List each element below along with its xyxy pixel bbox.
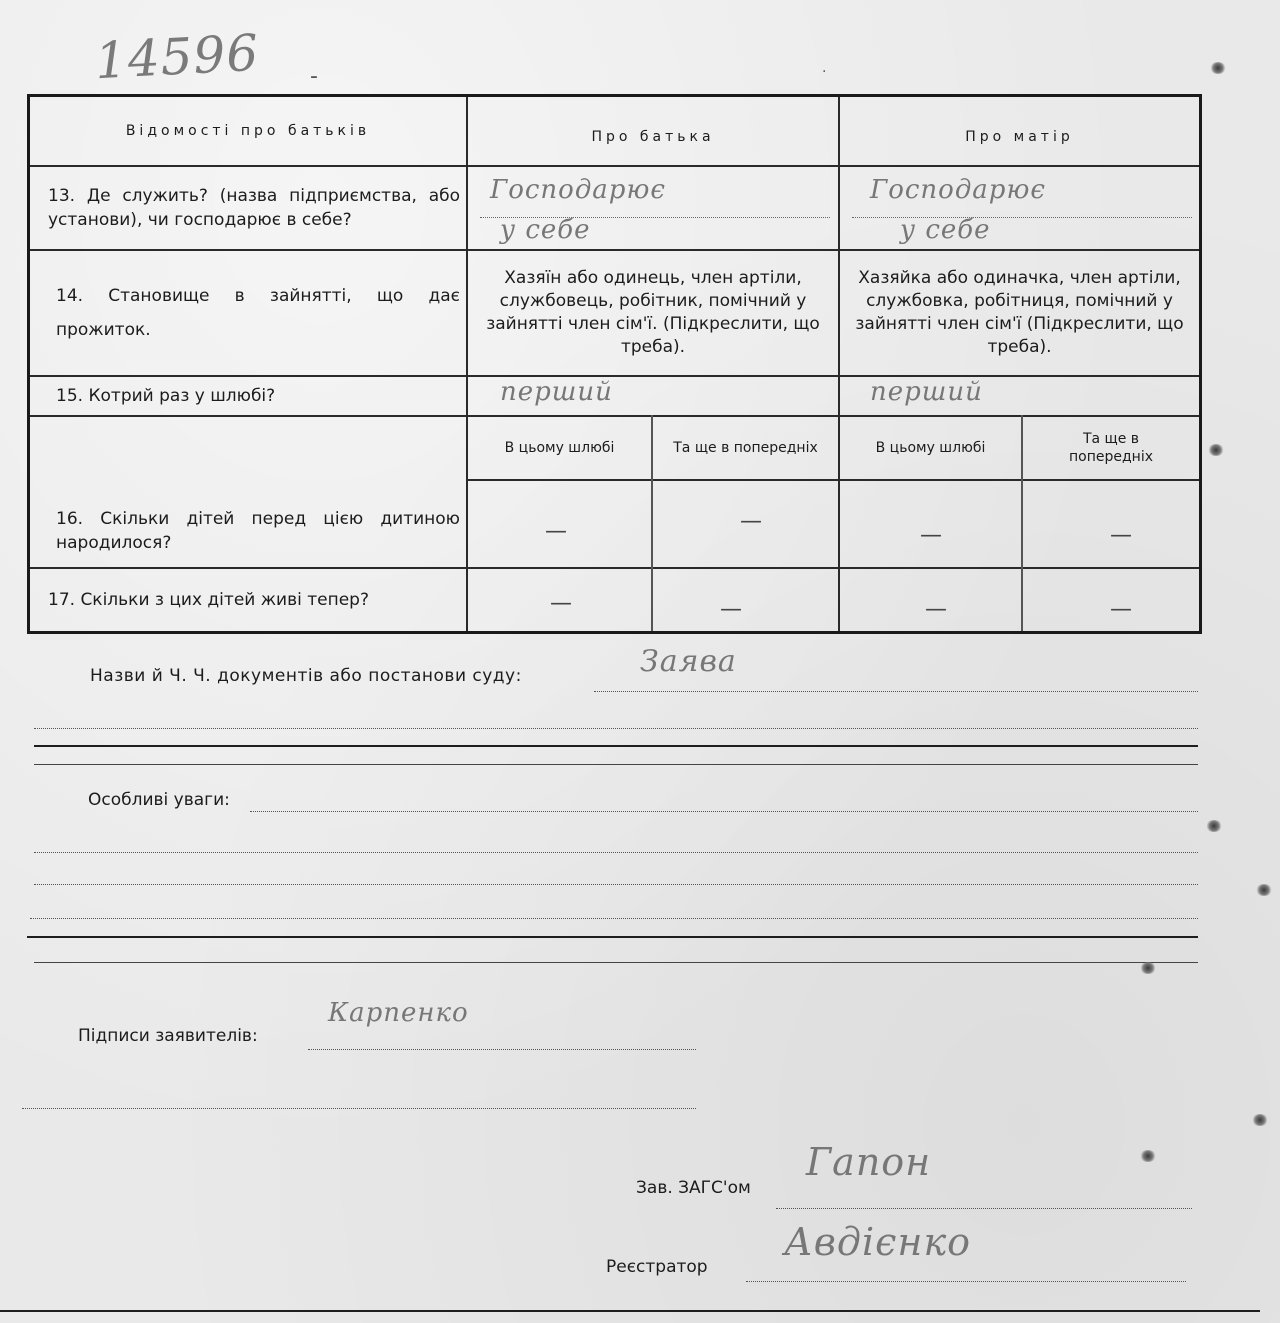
sub-header-mother-this-marriage: В цьому шлюбі — [875, 440, 986, 456]
question-14: 14. Становище в зайнятті, що дає прожиток. — [56, 286, 460, 340]
archive-number: 14596 — [93, 23, 261, 91]
punch-hole-mark — [1256, 884, 1272, 896]
documents-fill-line-2 — [34, 728, 1198, 729]
punch-hole-mark — [1140, 962, 1156, 974]
remarks-fill-line-3 — [34, 884, 1198, 885]
question-16: 16. Скільки дітей перед цією дитиною народилося? — [56, 509, 460, 553]
punch-hole-mark — [1140, 1150, 1156, 1162]
documents-handwriting: Заява — [640, 644, 737, 679]
remarks-fill-line-4 — [30, 918, 1198, 919]
remarks-label: Особливі уваги: — [88, 790, 230, 810]
q16-mother-previous-value: — — [1110, 523, 1132, 548]
registry-head-label: Зав. ЗАГС'ом — [636, 1178, 751, 1198]
question-15: 15. Котрий раз у шлюбі? — [56, 386, 276, 406]
signatures-label: Підписи заявителів: — [78, 1026, 258, 1046]
registrar-label: Реєстратор — [606, 1257, 708, 1277]
separator-line-4 — [34, 962, 1198, 963]
mother-marriage-count-handwriting: перший — [870, 377, 983, 407]
father-marriage-count-handwriting: перший — [500, 377, 613, 407]
mother-employer-handwriting-2: у себе — [900, 215, 991, 245]
q17-mother-previous-value: — — [1110, 597, 1132, 622]
remarks-fill-line-2 — [34, 852, 1198, 853]
punch-hole-mark — [1206, 820, 1222, 832]
stray-dot: · — [822, 64, 827, 80]
separator-line-3 — [27, 936, 1198, 938]
stray-mark: - — [310, 64, 318, 89]
applicant-signature: Карпенко — [328, 998, 469, 1028]
sub-header-father-previous: Та ще в попередніх — [673, 440, 818, 456]
punch-hole-mark — [1210, 62, 1226, 74]
q16-father-this-value: — — [545, 519, 567, 544]
father-employer-handwriting: Господарює — [490, 175, 666, 205]
punch-hole-mark — [1208, 444, 1224, 456]
q16-mother-this-value: — — [920, 523, 942, 548]
q17-mother-this-value: — — [925, 597, 947, 622]
header-father: Про батька — [591, 129, 715, 145]
documents-fill-line — [594, 691, 1198, 692]
mother-employer-handwriting: Господарює — [870, 175, 1046, 205]
registry-head-signature: Гапон — [806, 1140, 932, 1184]
father-employer-handwriting-2: у себе — [500, 215, 591, 245]
documents-label: Назви й Ч. Ч. документів або постанови суду: — [90, 666, 522, 686]
sub-header-father-this-marriage: В цьому шлюбі — [504, 440, 615, 456]
question-13: 13. Де служить? (назва підприємства, або установи), чи господарює в себе? — [48, 186, 460, 230]
sub-header-mother-previous: Та ще в попередніх — [1069, 431, 1153, 465]
question-17: 17. Скільки з цих дітей живі тепер? — [48, 590, 369, 610]
registrar-fill-line — [746, 1281, 1186, 1282]
father-occupation-options: Хазяїн або одинець, член артіли, службовець, робітник, помічний у зайнятті член сім'ї. (Підкреслити, що треба). — [486, 268, 820, 357]
q17-father-this-value: — — [550, 591, 572, 616]
separator-line-2 — [34, 764, 1198, 765]
row-line — [466, 479, 1199, 481]
signatures-fill-line-2 — [22, 1108, 696, 1109]
header-mother: Про матір — [965, 129, 1074, 145]
registrar-signature: Авдієнко — [784, 1220, 972, 1264]
separator-line — [34, 745, 1198, 747]
bottom-edge-line — [0, 1310, 1260, 1312]
registry-head-fill-line — [776, 1208, 1192, 1209]
q16-father-previous-value: — — [740, 509, 762, 534]
q17-father-previous-value: — — [720, 597, 742, 622]
remarks-fill-line — [250, 811, 1198, 812]
punch-hole-mark — [1252, 1114, 1268, 1126]
signatures-fill-line — [308, 1049, 696, 1050]
mother-occupation-options: Хазяйка або одиначка, член артіли, службовка, робітниця, помічний у зайнятті член сім'ї (Підкреслити, що треба). — [855, 268, 1184, 357]
header-parents-info: Відомості про батьків — [125, 123, 371, 139]
parents-info-table — [27, 94, 1202, 634]
